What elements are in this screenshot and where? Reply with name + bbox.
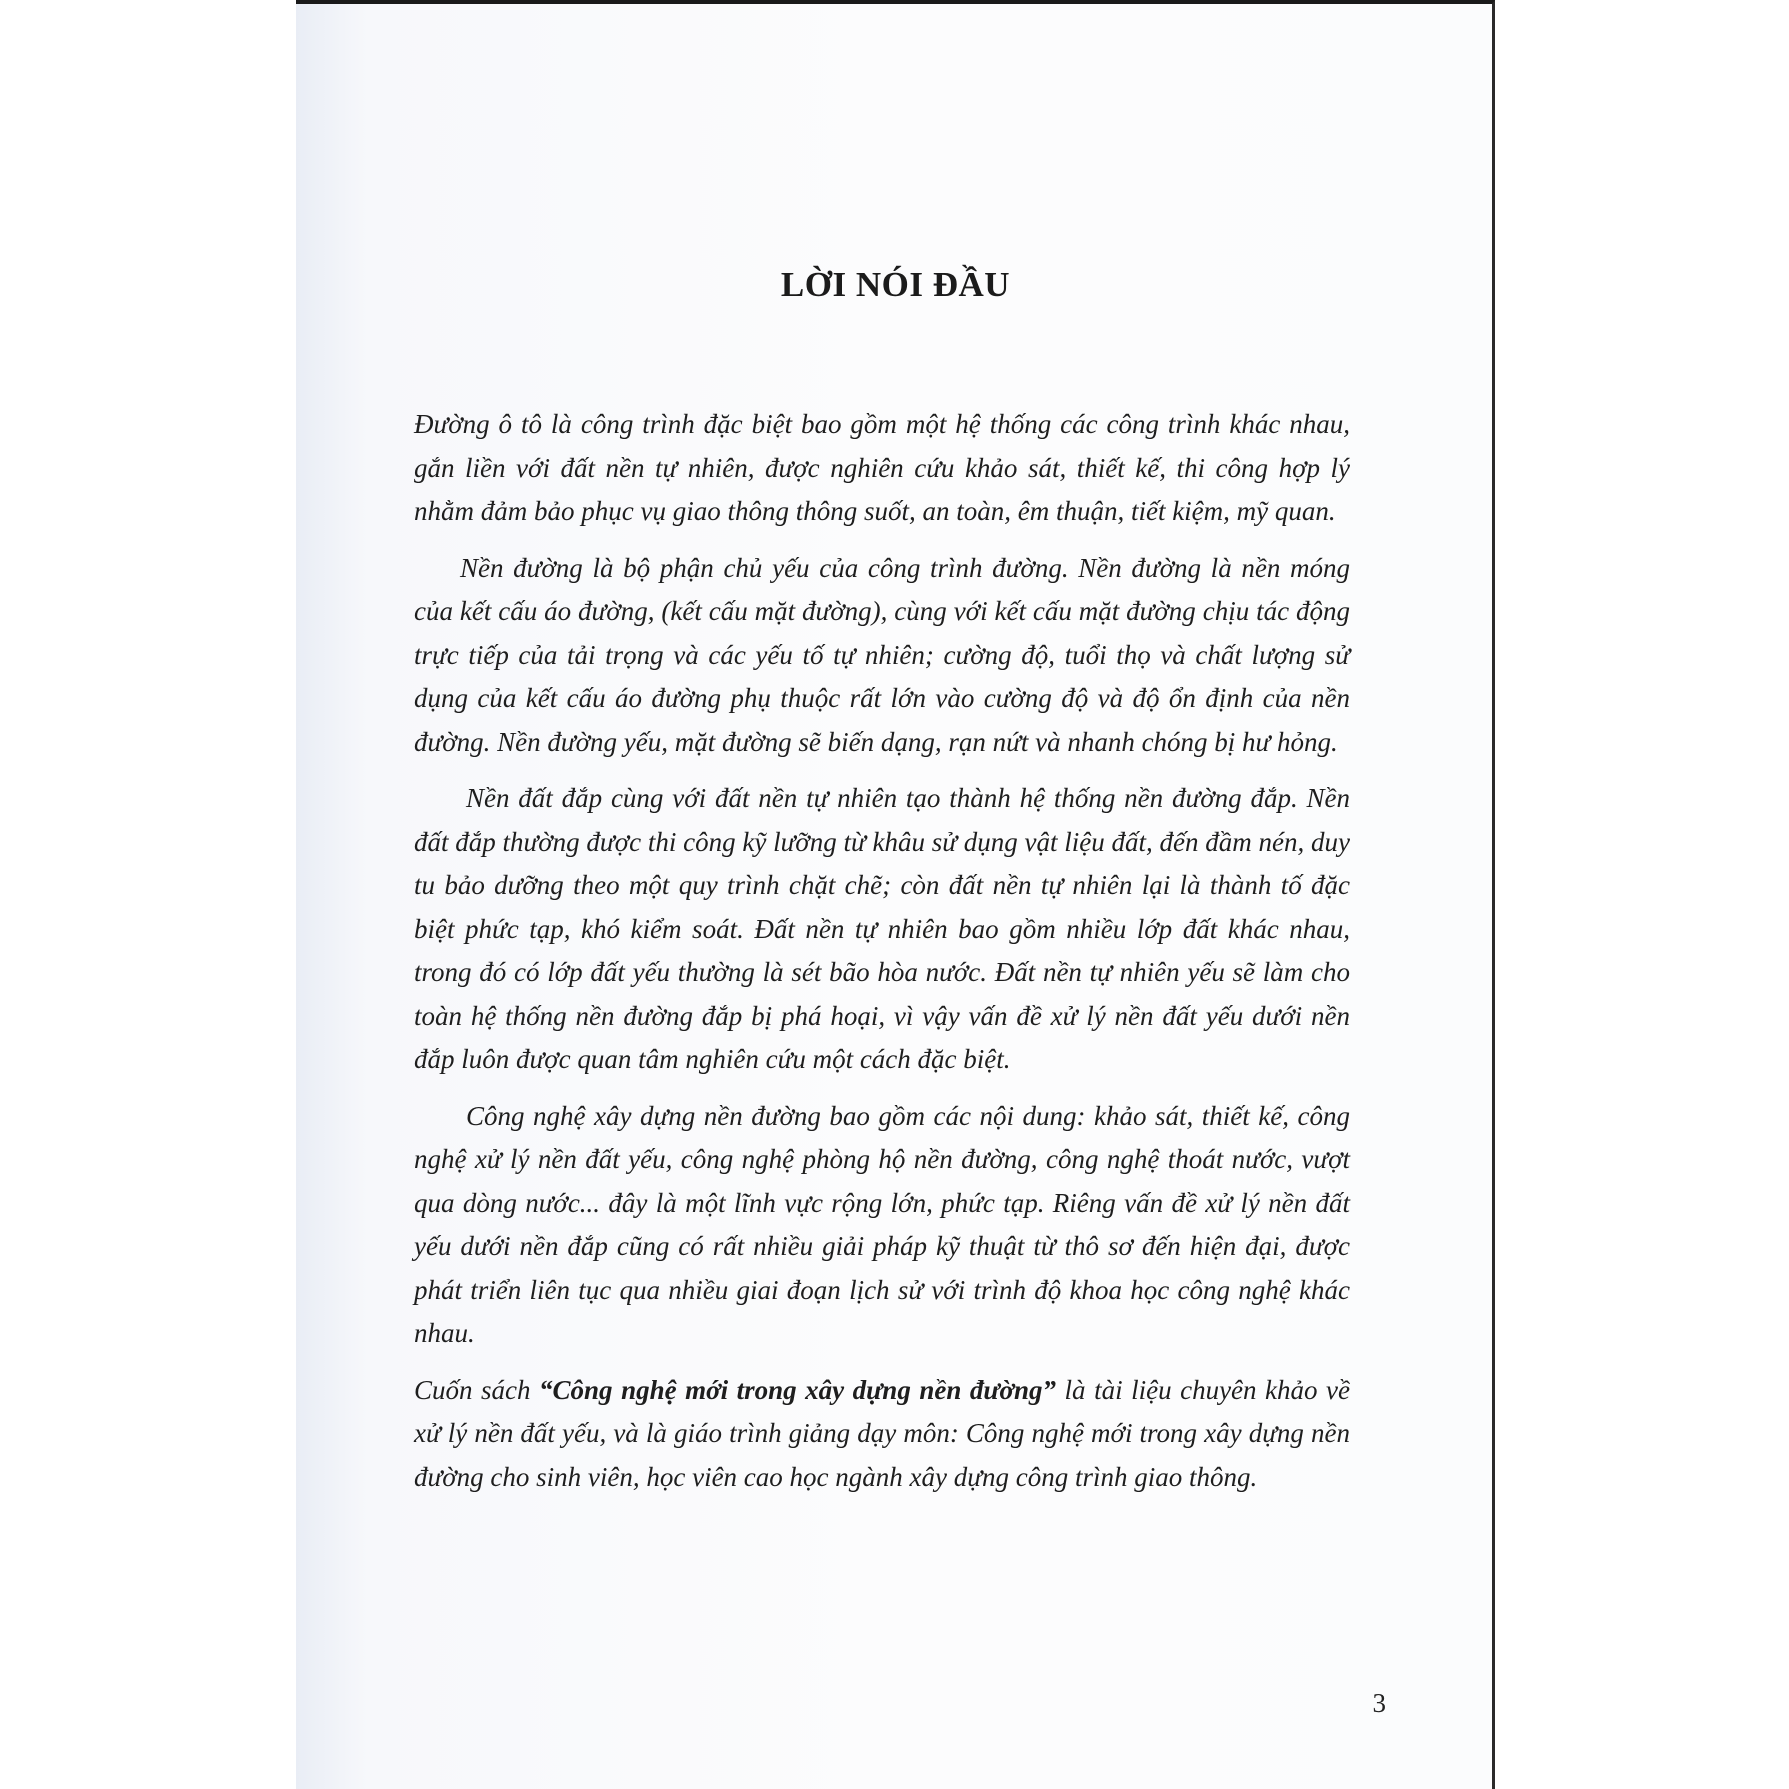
page-heading: LỜI NÓI ĐẦU [780,265,1011,305]
page-number: 3 [1372,1688,1386,1718]
paragraph-1: Đường ô tô là công trình đặc biệt bao gồm một hệ thống các công trình khác nhau, gắn liền với đất nền tự nhiên, được nghiên cứu khảo sát, thiết kế, thi công hợp lý nhằm đảm bảo phục vụ giao thông thông suốt, an toàn, êm thuận, tiết kiệm, mỹ quan. [414,409,1350,526]
paragraph-3: Nền đất đắp cùng với đất nền tự nhiên tạo thành hệ thống nền đường đắp. Nền đất đắp thường được thi công kỹ lưỡng từ khâu sử dụng vật liệu đất, đến đầm nén, duy tu bảo dưỡng theo một quy trình chặt chẽ; còn đất nền tự nhiên lại là thành tố đặc biệt phức tạp, khó kiểm soát. Đất nền tự nhiên bao gồm nhiều lớp đất khác nhau, trong đó có lớp đất yếu thường là sét bão hòa nước. Đất nền tự nhiên yếu sẽ làm cho toàn hệ thống nền đường đắp bị phá hoại, vì vậy vấn đề xử lý nền đất yếu dưới nền đắp luôn được quan tâm nghiên cứu một cách đặc biệt. [414,783,1350,1074]
body-text [414,403,1350,1512]
paragraph-5-rest: là tài liệu chuyên khảo về xử lý nền đất yếu, và là giáo trình giảng dạy môn: Công nghệ mới trong xây dựng nền đường cho sinh viên, học viên cao học ngành xây dựng công trình giao thông. [414,1374,1351,1492]
paragraph-5-lead: Cuốn sách [414,1374,540,1405]
book-page [296,0,1495,1789]
book-title: “Công nghệ mới trong xây dựng nền đường” [539,1374,1057,1405]
paragraph-4: Công nghệ xây dựng nền đường bao gồm các nội dung: khảo sát, thiết kế, công nghệ xử lý nền đất yếu, công nghệ phòng hộ nền đường, công nghệ thoát nước, vượt qua dòng nước... đây là một lĩnh vực rộng lớn, phức tạp. Riêng vấn đề xử lý nền đất yếu dưới nền đắp cũng có rất nhiều giải pháp kỹ thuật từ thô sơ đến hiện đại, được phát triển liên tục qua nhiều giai đoạn lịch sử với trình độ khoa học công nghệ khác nhau. [414,1100,1350,1348]
paragraph-5 [414,1369,1350,1500]
paragraph-2: Nền đường là bộ phận chủ yếu của công trình đường. Nền đường là nền móng của kết cấu áo đường, (kết cấu mặt đường), cùng với kết cấu mặt đường chịu tác động trực tiếp của tải trọng và các yếu tố tự nhiên; cường độ, tuổi thọ và chất lượng sử dụng của kết cấu áo đường phụ thuộc rất lớn vào cường độ và độ ổn định của nền đường. Nền đường yếu, mặt đường sẽ biến dạng, rạn nứt và nhanh chóng bị hư hỏng. [414,552,1350,757]
